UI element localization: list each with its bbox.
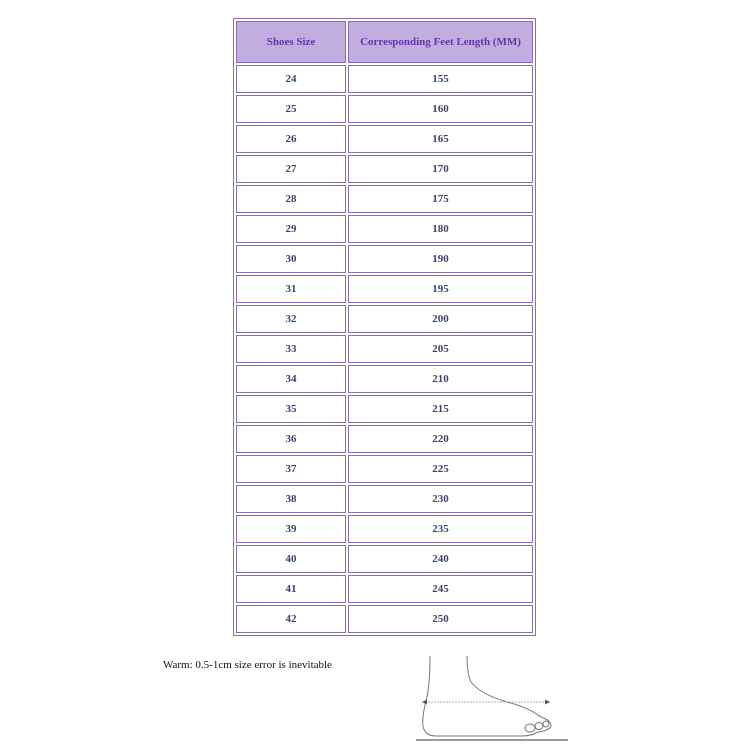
cell-shoe-size: 37 [236,455,346,483]
table-row [236,305,533,333]
cell-feet-length: 165 [348,125,533,153]
table-row [236,245,533,273]
cell-shoe-size: 27 [236,155,346,183]
header-feet-length: Corresponding Feet Length (MM) [348,21,533,63]
table-row [236,365,533,393]
table-row [236,95,533,123]
cell-feet-length: 240 [348,545,533,573]
table-row [236,425,533,453]
cell-shoe-size: 33 [236,335,346,363]
table-row [236,605,533,633]
table-row [236,125,533,153]
cell-feet-length: 170 [348,155,533,183]
cell-shoe-size: 26 [236,125,346,153]
table-row [236,395,533,423]
cell-shoe-size: 40 [236,545,346,573]
cell-shoe-size: 29 [236,215,346,243]
table-row [236,335,533,363]
table-row [236,455,533,483]
cell-feet-length: 250 [348,605,533,633]
cell-feet-length: 245 [348,575,533,603]
table-row [236,65,533,93]
cell-shoe-size: 32 [236,305,346,333]
header-shoe-size: Shoes Size [236,21,346,63]
cell-shoe-size: 34 [236,365,346,393]
cell-feet-length: 155 [348,65,533,93]
cell-feet-length: 235 [348,515,533,543]
cell-feet-length: 160 [348,95,533,123]
table-row [236,155,533,183]
table-row [236,515,533,543]
cell-feet-length: 205 [348,335,533,363]
cell-feet-length: 220 [348,425,533,453]
cell-shoe-size: 38 [236,485,346,513]
cell-shoe-size: 36 [236,425,346,453]
table-row [236,575,533,603]
cell-shoe-size: 41 [236,575,346,603]
cell-shoe-size: 31 [236,275,346,303]
cell-feet-length: 200 [348,305,533,333]
table-row [236,485,533,513]
cell-shoe-size: 24 [236,65,346,93]
cell-shoe-size: 28 [236,185,346,213]
table-row [236,185,533,213]
cell-feet-length: 225 [348,455,533,483]
table-header-row [236,21,533,63]
cell-feet-length: 230 [348,485,533,513]
size-error-note: Warm: 0.5-1cm size error is inevitable [163,659,332,671]
size-chart-table [233,18,536,636]
table-body [236,65,533,633]
cell-feet-length: 175 [348,185,533,213]
cell-shoe-size: 42 [236,605,346,633]
cell-shoe-size: 30 [236,245,346,273]
table-row [236,545,533,573]
cell-shoe-size: 25 [236,95,346,123]
cell-shoe-size: 35 [236,395,346,423]
table-row [236,215,533,243]
cell-feet-length: 180 [348,215,533,243]
cell-feet-length: 215 [348,395,533,423]
cell-feet-length: 190 [348,245,533,273]
foot-measure-icon [412,652,572,744]
cell-shoe-size: 39 [236,515,346,543]
cell-feet-length: 210 [348,365,533,393]
table-row [236,275,533,303]
cell-feet-length: 195 [348,275,533,303]
